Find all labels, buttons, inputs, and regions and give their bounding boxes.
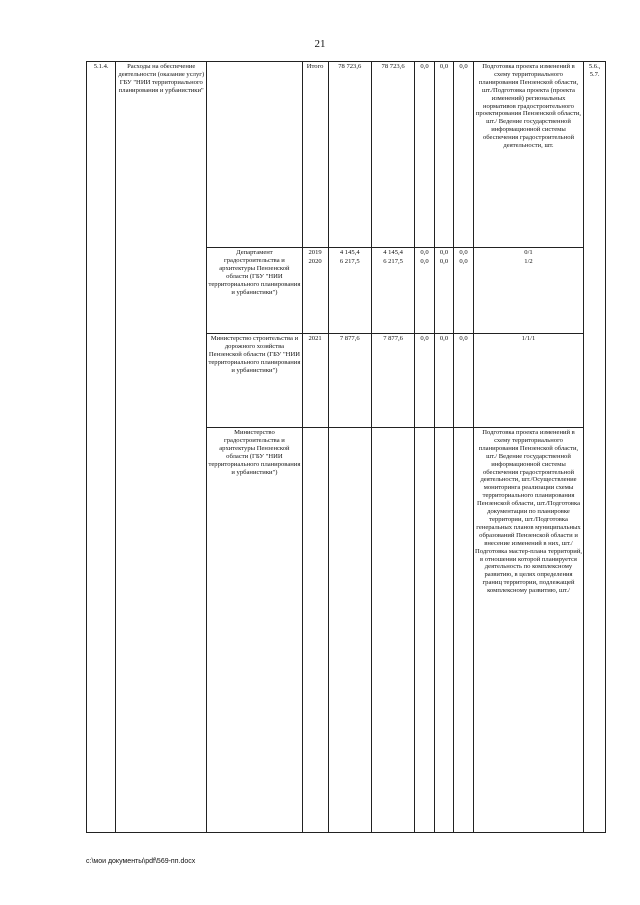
empty-year <box>302 428 328 833</box>
col2-cell <box>434 248 454 334</box>
year-2021: 2021 <box>302 334 328 428</box>
total-value: 78 723,6 <box>328 62 371 248</box>
col2-value: 0,0 <box>434 62 454 248</box>
total-cell <box>328 248 371 334</box>
executor-ministry-construction: Министерство строительства и дорожного хозяйства Пензенской области (ГБУ "НИИ территориального планирования и урбанистики") <box>207 334 302 428</box>
empty-total <box>328 428 371 833</box>
indicator-value-2021: 1/1/1 <box>473 334 584 428</box>
col3-2019: 0,0 <box>459 249 468 256</box>
regional-2021: 7 877,6 <box>371 334 414 428</box>
empty-col2 <box>434 428 454 833</box>
indicator-values-cell <box>473 248 584 334</box>
blank-cell <box>207 62 302 248</box>
regional-2020: 6 217,5 <box>383 258 403 265</box>
total-2020: 6 217,5 <box>339 258 360 265</box>
year-2020: 2020 <box>308 258 322 265</box>
empty-regional <box>371 428 414 833</box>
col2-2020: 0,0 <box>439 258 449 265</box>
year-2019: 2019 <box>308 249 322 256</box>
total-2021: 7 877,6 <box>328 334 371 428</box>
section-description: Расходы на обеспечение деятельности (оказание услуг) ГБУ "НИИ территориального планирования и урбанистики" <box>116 62 207 833</box>
col1-2019: 0,0 <box>420 249 429 256</box>
col1-cell <box>415 248 435 334</box>
col3-2021: 0,0 <box>454 334 474 428</box>
col3-2020: 0,0 <box>459 258 468 265</box>
references: 5.6., 5.7. <box>584 62 606 833</box>
total-2019: 4 145,4 <box>339 249 360 256</box>
col1-2020: 0,0 <box>420 258 429 265</box>
executor-department: Департамент градостроительства и архитектуры Пензенской области (ГБУ "НИИ территориального планирования и урбанистики") <box>207 248 302 334</box>
indicator-text-ministry-arch: Подготовка проекта изменений в схему территориального планирования Пензенской области, шт./ Ведение государственной информационной системы обеспечения градостроительной деятельности, шт./Осуществление мониторинга реализации схемы территориального планирования Пензенской области, шт./Подготовка документации по планировке территории, шт./Подготовка генеральных планов муниципальных образований Пензенской области и внесение изменений в них, шт./Подготовка мастер-плана территорий, в отношении которой планируется деятельность по комплексному развитию, в целях определения границ территории, подлежащей комплексному развитию, шт./ <box>473 428 584 833</box>
executor-ministry-arch: Министерство градостроительства и архитектуры Пензенской области (ГБУ "НИИ территориального планирования и урбанистики") <box>207 428 302 833</box>
file-path-footer: c:\мои документы\pdf\569-пп.docx <box>86 858 196 865</box>
regional-value: 78 723,6 <box>371 62 414 248</box>
year-cell <box>302 248 328 334</box>
section-number: 5.1.4. <box>87 62 116 833</box>
col2-2019: 0,0 <box>439 249 449 256</box>
page-number: 21 <box>314 38 326 50</box>
table-row-total <box>87 62 606 248</box>
indicator-text: Подготовка проекта изменений в схему территориального планирования Пензенской области, шт./Подготовка проекта (проекта изменений) региональных нормативов градостроительного проектирования Пензенской области, шт./ Ведение государственной информационной системы обеспечения градостроительной деятельности, шт. <box>473 62 584 248</box>
indicator-value-2020: 1/2 <box>524 258 533 265</box>
indicator-value-2019: 0/1 <box>524 249 533 256</box>
regional-cell <box>371 248 414 334</box>
col1-value: 0,0 <box>415 62 435 248</box>
program-table <box>86 61 606 833</box>
col1-2021: 0,0 <box>415 334 435 428</box>
empty-col1 <box>415 428 435 833</box>
col2-2021: 0,0 <box>434 334 454 428</box>
regional-2019: 4 145,4 <box>383 249 403 256</box>
col3-cell <box>454 248 474 334</box>
empty-col3 <box>454 428 474 833</box>
total-label: Итого <box>302 62 328 248</box>
col3-value: 0,0 <box>454 62 474 248</box>
